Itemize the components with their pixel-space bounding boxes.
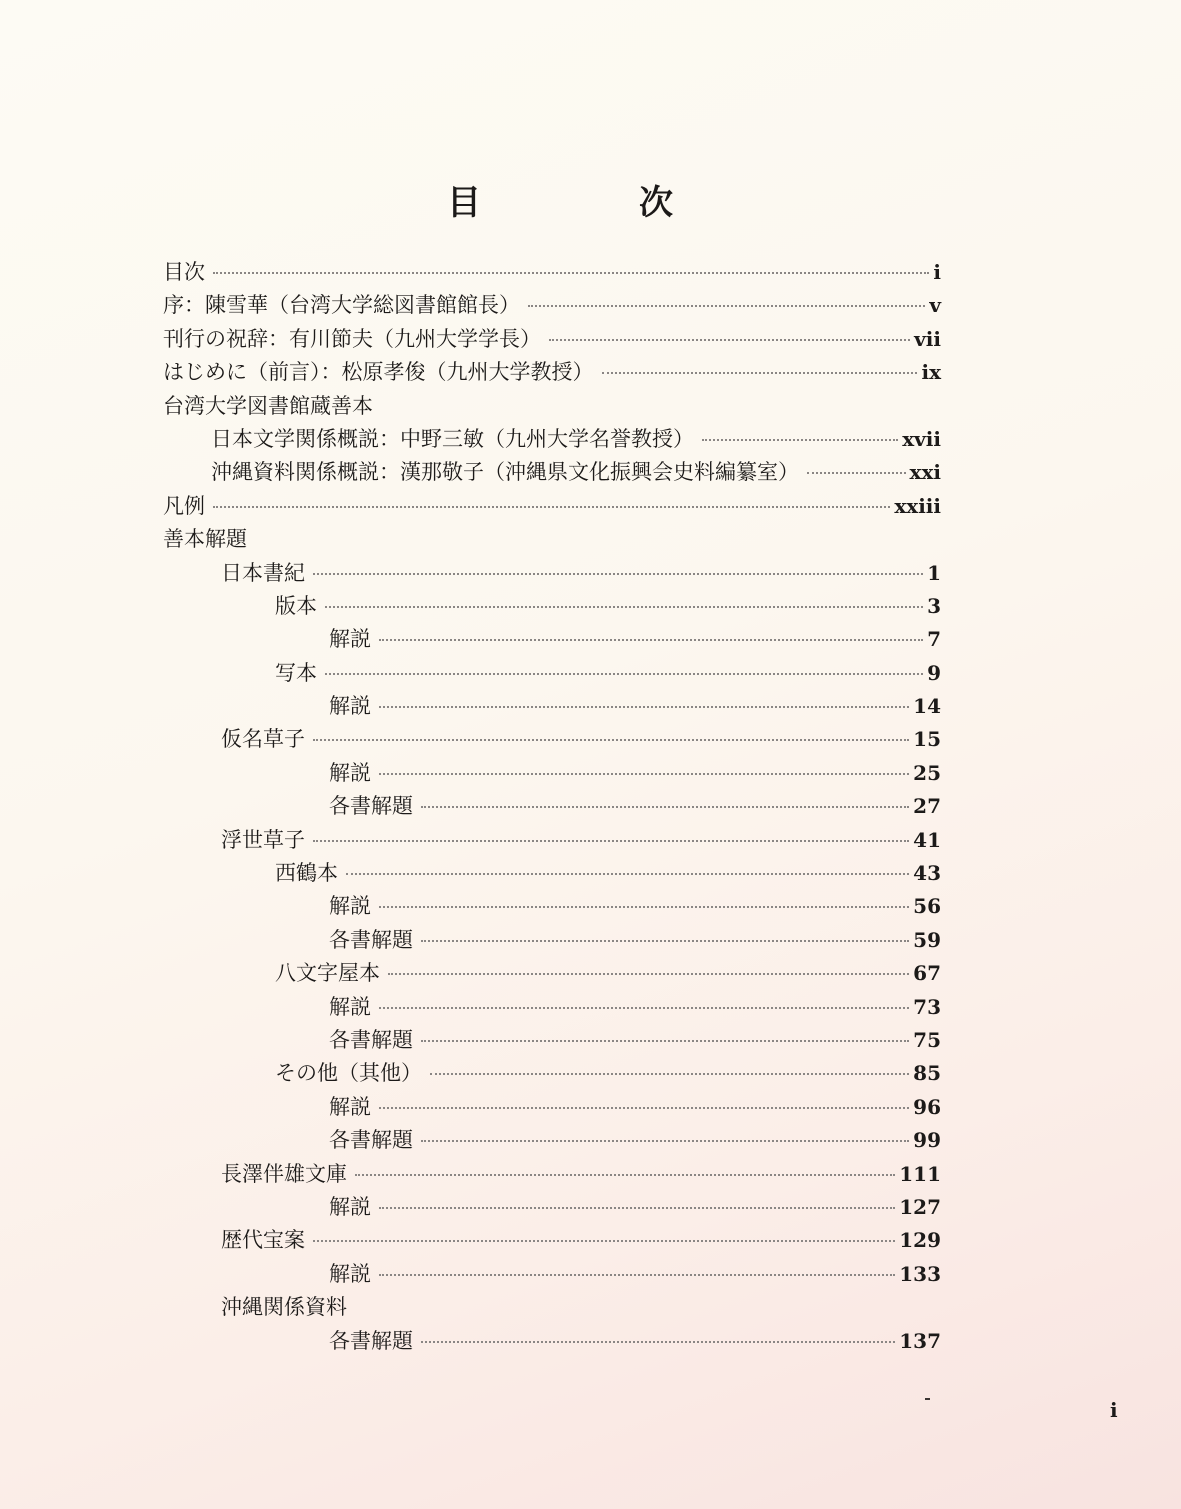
toc-dot-leader bbox=[430, 1073, 909, 1075]
toc-entry-label: 日本書紀 bbox=[221, 560, 305, 585]
toc-entry-page: 59 bbox=[913, 927, 941, 952]
toc-entry-page: 133 bbox=[899, 1261, 941, 1286]
toc-entry-page: 15 bbox=[913, 727, 941, 752]
toc-entry bbox=[163, 957, 941, 990]
toc-dot-leader bbox=[807, 472, 906, 474]
toc-entry-page: 73 bbox=[913, 994, 941, 1019]
toc-entry-page: 56 bbox=[913, 894, 941, 919]
toc-entry-label: 八文字屋本 bbox=[275, 961, 380, 986]
toc-entry bbox=[163, 723, 941, 756]
toc-dot-leader bbox=[379, 1107, 909, 1109]
toc-entry-page: 85 bbox=[913, 1061, 941, 1086]
toc-entry bbox=[163, 523, 941, 556]
toc-dot-leader bbox=[702, 439, 898, 441]
toc-entry-label: 目次 bbox=[163, 260, 205, 284]
toc-entry bbox=[163, 857, 941, 890]
page-title bbox=[440, 175, 680, 224]
toc-entry-page: 96 bbox=[913, 1094, 941, 1119]
toc-dot-leader bbox=[421, 1341, 895, 1343]
toc-entry bbox=[163, 657, 941, 690]
toc-dot-leader bbox=[379, 773, 909, 775]
toc-entry-page: 9 bbox=[927, 660, 941, 685]
toc-entry-page: ix bbox=[921, 360, 941, 385]
toc-dot-leader bbox=[313, 739, 909, 741]
toc-dot-leader bbox=[379, 706, 909, 708]
toc-entry bbox=[163, 1325, 941, 1358]
toc-entry bbox=[163, 824, 941, 857]
toc-entry-label: 各書解題 bbox=[329, 927, 413, 952]
toc-dot-leader bbox=[379, 906, 909, 908]
toc-dot-leader bbox=[421, 1140, 909, 1142]
toc-entry bbox=[163, 1024, 941, 1057]
toc-entry bbox=[163, 1091, 941, 1124]
toc-entry-page: vii bbox=[914, 326, 941, 351]
toc-dot-leader bbox=[421, 940, 909, 942]
toc-entry-page: 111 bbox=[899, 1161, 941, 1186]
toc-entry-label: 歴代宝案 bbox=[221, 1228, 305, 1253]
toc-entry-label: その他（其他） bbox=[275, 1061, 422, 1086]
toc-entry bbox=[163, 590, 941, 623]
toc-entry-label: 版本 bbox=[275, 593, 317, 618]
toc-entry bbox=[163, 1224, 941, 1257]
toc-entry bbox=[163, 623, 941, 656]
toc-entry bbox=[163, 890, 941, 923]
toc-entry bbox=[163, 456, 941, 489]
toc-entry-label: 日本文学関係概説：中野三敏（九州大学名誉教授） bbox=[211, 426, 694, 451]
toc-entry-page: 25 bbox=[913, 760, 941, 785]
toc-dot-leader bbox=[421, 1040, 909, 1042]
toc-entry-page: 67 bbox=[913, 961, 941, 986]
toc-entry-label: 序：陳雪華（台湾大学総図書館館長） bbox=[163, 293, 520, 318]
toc-entry bbox=[163, 423, 941, 456]
toc-dot-leader bbox=[421, 806, 909, 808]
toc-dot-leader bbox=[213, 506, 890, 508]
toc-entry-page: 99 bbox=[913, 1128, 941, 1153]
toc-dot-leader bbox=[602, 372, 918, 374]
toc-entry bbox=[163, 991, 941, 1024]
toc-entry-label: 浮世草子 bbox=[221, 827, 305, 852]
toc-entry-label: 沖縄関係資料 bbox=[221, 1295, 347, 1320]
page-title-char-1: 目 bbox=[447, 182, 481, 223]
toc-entry-page: 1 bbox=[927, 560, 941, 585]
toc-entry bbox=[163, 356, 941, 389]
toc-entry bbox=[163, 757, 941, 790]
toc-dot-leader bbox=[528, 305, 925, 307]
toc-entry-label: 各書解題 bbox=[329, 1128, 413, 1153]
toc-entry-label: 善本解題 bbox=[163, 527, 247, 552]
toc-dot-leader bbox=[346, 873, 909, 875]
toc-entry-label: 台湾大学図書館蔵善本 bbox=[163, 393, 373, 418]
toc-dot-leader bbox=[379, 639, 923, 641]
toc-dot-leader bbox=[313, 573, 923, 575]
toc-entry-label: 解説 bbox=[329, 1261, 371, 1286]
toc-dot-leader bbox=[379, 1274, 895, 1276]
toc-dot-leader bbox=[388, 973, 909, 975]
table-of-contents bbox=[163, 256, 941, 1358]
toc-dot-leader bbox=[379, 1207, 895, 1209]
page-title-char-2: 次 bbox=[639, 182, 673, 223]
toc-entry-label: 各書解題 bbox=[329, 1328, 413, 1353]
toc-entry bbox=[163, 1258, 941, 1291]
toc-entry-page: 14 bbox=[913, 694, 941, 719]
toc-entry-label: 写本 bbox=[275, 660, 317, 685]
toc-entry-label: 凡例 bbox=[163, 493, 205, 518]
toc-entry-label: 解説 bbox=[329, 760, 371, 785]
toc-dot-leader bbox=[213, 272, 929, 274]
scan-speck bbox=[925, 1398, 930, 1400]
toc-entry-label: 解説 bbox=[329, 994, 371, 1019]
toc-entry-label: 沖縄資料関係概説：漢那敬子（沖縄県文化振興会史料編纂室） bbox=[211, 460, 799, 485]
toc-entry bbox=[163, 323, 941, 356]
toc-entry bbox=[163, 1158, 941, 1191]
toc-entry-label: 刊行の祝辞：有川節夫（九州大学学長） bbox=[163, 326, 541, 351]
toc-entry-page: 3 bbox=[927, 593, 941, 618]
toc-entry-page: 127 bbox=[899, 1194, 941, 1219]
toc-entry-label: 解説 bbox=[329, 627, 371, 652]
toc-entry bbox=[163, 1191, 941, 1224]
toc-entry-page: 41 bbox=[913, 827, 941, 852]
toc-entry-label: 解説 bbox=[329, 694, 371, 719]
toc-dot-leader bbox=[355, 1174, 895, 1176]
toc-entry-label: 解説 bbox=[329, 1194, 371, 1219]
toc-entry-page: 137 bbox=[899, 1328, 941, 1353]
toc-entry bbox=[163, 289, 941, 322]
toc-entry-page: 129 bbox=[899, 1228, 941, 1253]
toc-entry-page: 7 bbox=[927, 627, 941, 652]
toc-entry bbox=[163, 924, 941, 957]
toc-entry bbox=[163, 1291, 941, 1324]
toc-entry-label: 各書解題 bbox=[329, 1027, 413, 1052]
toc-dot-leader bbox=[313, 840, 909, 842]
toc-entry-label: はじめに（前言）：松原孝俊（九州大学教授） bbox=[163, 360, 594, 385]
toc-entry-page: xvii bbox=[902, 426, 941, 451]
toc-entry-label: 解説 bbox=[329, 1094, 371, 1119]
toc-entry-page: 75 bbox=[913, 1027, 941, 1052]
toc-entry bbox=[163, 790, 941, 823]
toc-entry bbox=[163, 490, 941, 523]
toc-dot-leader bbox=[313, 1240, 895, 1242]
toc-entry bbox=[163, 256, 941, 289]
toc-entry-label: 各書解題 bbox=[329, 794, 413, 819]
toc-entry-page: v bbox=[929, 293, 941, 318]
toc-entry-label: 長澤伴雄文庫 bbox=[221, 1161, 347, 1186]
toc-entry-page: 27 bbox=[913, 794, 941, 819]
toc-entry bbox=[163, 1057, 941, 1090]
page-number: i bbox=[1110, 1398, 1118, 1422]
toc-dot-leader bbox=[379, 1007, 909, 1009]
toc-entry-label: 西鶴本 bbox=[275, 861, 338, 886]
toc-entry-page: xxiii bbox=[894, 493, 941, 518]
toc-entry-page: 43 bbox=[913, 861, 941, 886]
toc-entry bbox=[163, 1124, 941, 1157]
toc-dot-leader bbox=[325, 606, 923, 608]
toc-dot-leader bbox=[325, 673, 923, 675]
toc-entry bbox=[163, 690, 941, 723]
toc-entry-label: 解説 bbox=[329, 894, 371, 919]
toc-entry-page: xxi bbox=[909, 460, 941, 485]
toc-entry-label: 仮名草子 bbox=[221, 727, 305, 752]
toc-entry bbox=[163, 390, 941, 423]
toc-entry bbox=[163, 557, 941, 590]
toc-dot-leader bbox=[549, 339, 910, 341]
toc-entry-page: i bbox=[933, 260, 941, 284]
